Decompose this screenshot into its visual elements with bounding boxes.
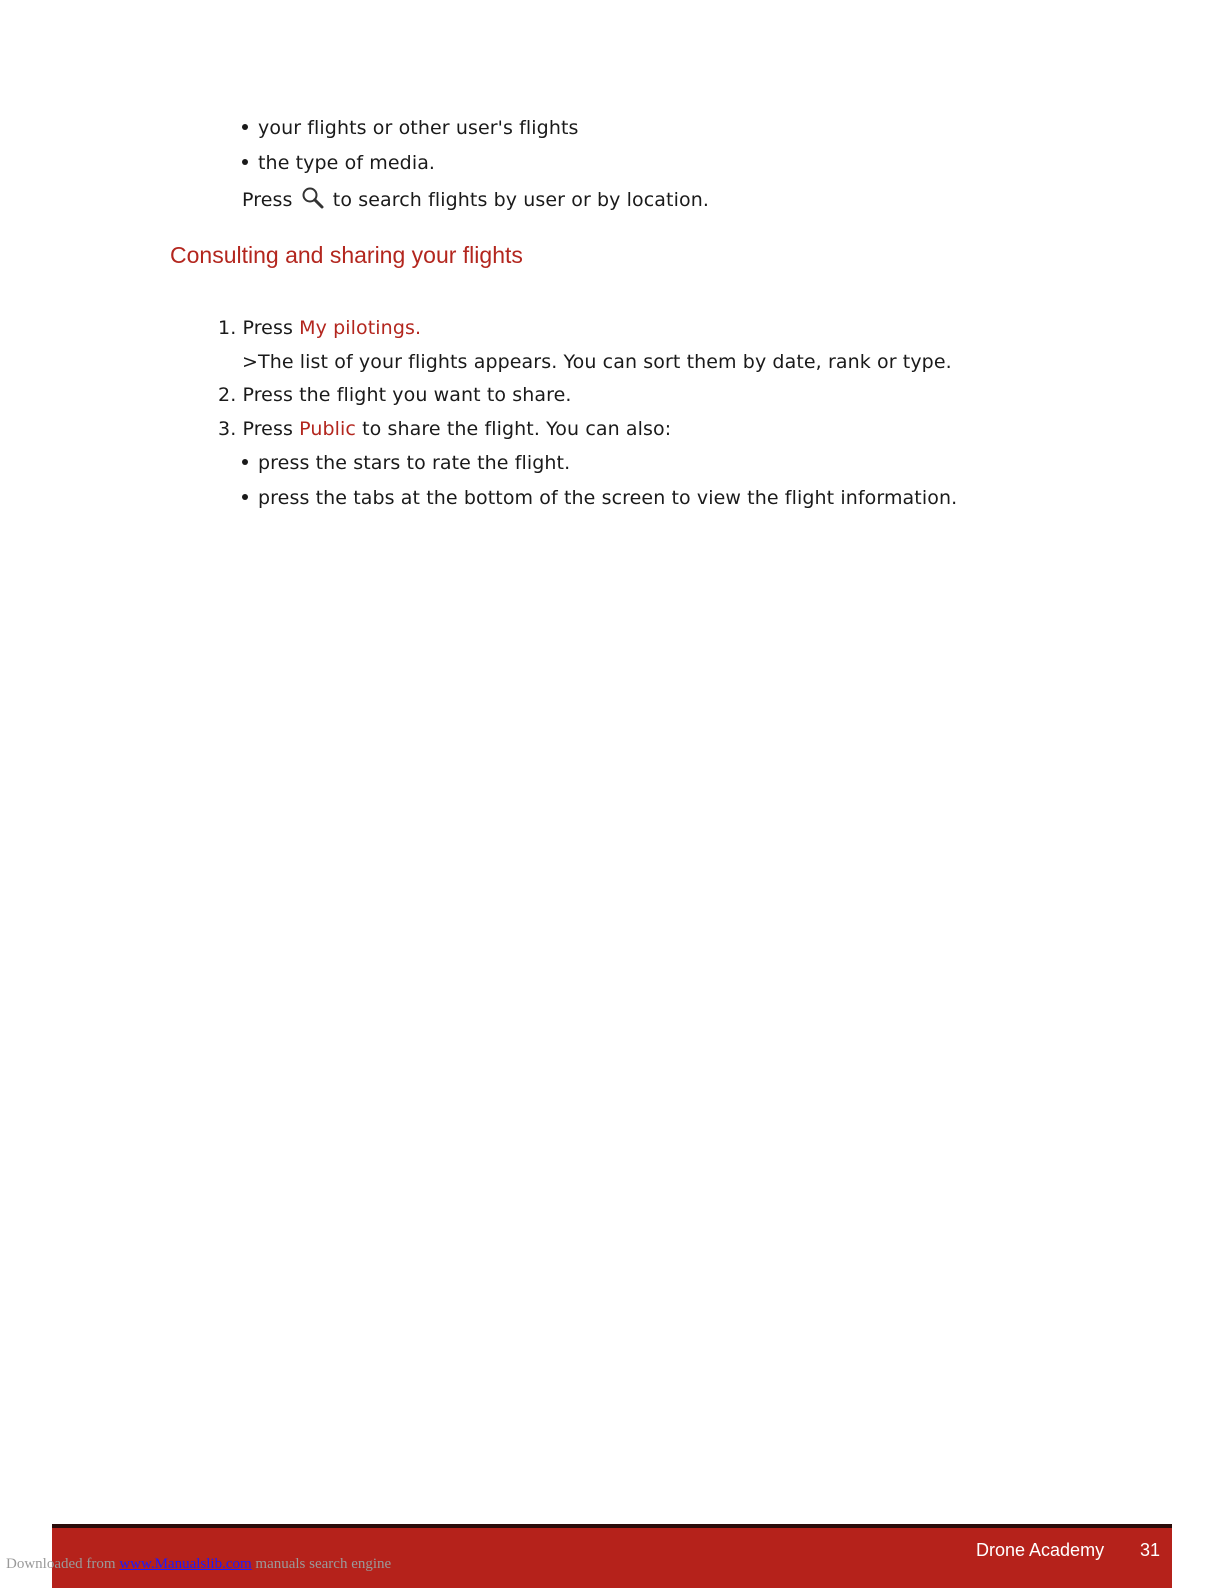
- step-text: Press: [242, 418, 293, 440]
- bullet-dot: [242, 124, 248, 130]
- search-instruction: [242, 186, 709, 212]
- bullet-item: [242, 116, 579, 140]
- step-1-result: >The list of your flights appears. You can sort them by date, rank or type.: [242, 351, 952, 373]
- step-number: 2.: [218, 384, 237, 406]
- search-icon: [301, 186, 325, 210]
- page-number: 31: [1140, 1540, 1161, 1560]
- bullet-text: press the tabs at the bottom of the screen to view the flight information.: [258, 487, 958, 509]
- public-link[interactable]: Public: [299, 418, 356, 440]
- footer-title: Drone Academy: [976, 1540, 1105, 1560]
- section-heading: Consulting and sharing your flights: [170, 242, 523, 268]
- bullet-text: the type of media.: [258, 152, 436, 174]
- download-suffix: manuals search engine: [255, 1556, 392, 1572]
- manualslib-link[interactable]: www.Manualslib.com: [119, 1556, 252, 1572]
- download-notice: [6, 1556, 391, 1573]
- step-text: Press: [242, 317, 293, 339]
- bullet-item: [242, 151, 435, 175]
- search-instruction-suffix: to search flights by user or by location.: [332, 189, 709, 211]
- bullet-text: press the stars to rate the flight.: [258, 452, 571, 474]
- step-1: [218, 316, 421, 340]
- bullet-dot: [242, 494, 248, 500]
- search-instruction-prefix: Press: [242, 189, 293, 211]
- bullet-item: [242, 486, 957, 510]
- step-number: 1.: [218, 317, 237, 339]
- step-number: 3.: [218, 418, 237, 440]
- step-text-continued: to share the flight. You can also:: [362, 418, 672, 440]
- bullet-text: your flights or other user's flights: [258, 117, 579, 139]
- step-3: [218, 417, 671, 441]
- step-2: [218, 383, 572, 407]
- step-punctuation: .: [414, 317, 422, 339]
- my-pilotings-link[interactable]: My pilotings: [299, 317, 415, 339]
- bullet-item: [242, 451, 570, 475]
- step-text: Press the flight you want to share.: [242, 384, 572, 406]
- bullet-dot: [242, 459, 248, 465]
- bullet-dot: [242, 159, 248, 165]
- download-prefix: Downloaded from: [6, 1556, 116, 1572]
